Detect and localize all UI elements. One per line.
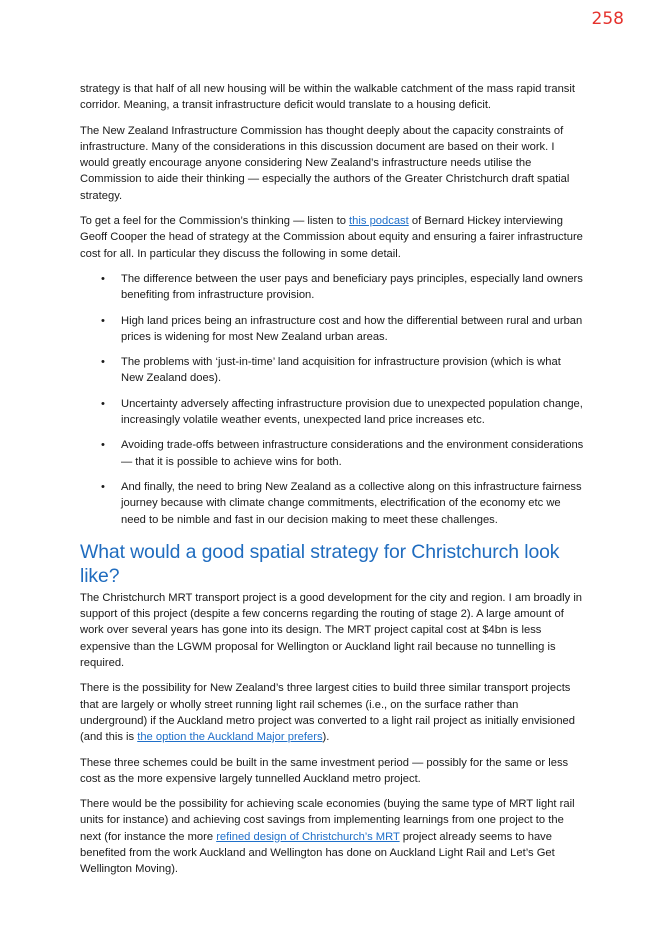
paragraph-text: The Christchurch MRT transport project is a good development for the city and region. I am broadly in support of this project (despite a few concerns regarding the routing of stage 2). A large amount of work over several years has gone into its design. The MRT project capital cost at $4bn is less expensive than the LGWM proposal for Wellington or Auckland light rail because no tunnelling is required. (80, 591, 583, 670)
list-item-text: High land prices being an infrastructure cost and how the differential between rural and urban prices is widening for most New Zealand urban areas. (121, 314, 583, 343)
list-item (80, 313, 586, 346)
list-item (80, 271, 586, 304)
paragraph-text: ). (322, 731, 330, 744)
hyperlink[interactable]: the option the Auckland Major prefers (137, 731, 323, 744)
bullet-icon: • (101, 272, 105, 285)
strategy-section (80, 590, 586, 878)
paragraph-text: To get a feel for the Commission’s thinking — listen to (80, 215, 350, 228)
paragraph (80, 680, 586, 745)
list-item-text: The problems with ‘just-in-time’ land acquisition for infrastructure provision (which is what New Zealand does). (121, 356, 561, 385)
paragraph-text: The New Zealand Infrastructure Commission has thought deeply about the capacity constraints of infrastructure. Many of the considerations in this discussion document are based on their work. I would greatly encourage anyone considering New Zealand’s infrastructure needs utilise the Commission to aide their thinking — especially the authors of the Greater Christchurch draft spatial strategy. (80, 124, 570, 202)
hyperlink[interactable]: refined design of Christchurch’s MRT (216, 830, 400, 843)
paragraph-text: There would be the possibility for achieving scale economies (buying the same type of MRT light rail units for instance) and achieving cost savings from implementing learnings from one project to the next (for instance the more (80, 798, 575, 843)
paragraph (80, 796, 586, 877)
list-item-text: Uncertainty adversely affecting infrastructure provision due to unexpected population change, increasingly volatile weather events, unexpected land price increases etc. (121, 397, 583, 427)
hyperlink[interactable]: this podcast (349, 215, 409, 228)
list-item-text: The difference between the user pays and beneficiary pays principles, especially land owners benefiting from infrastructure provision. (121, 272, 583, 302)
paragraph (80, 590, 586, 671)
bullet-icon: • (101, 397, 105, 410)
bullet-icon: • (101, 439, 105, 452)
list-item-text: Avoiding trade-offs between infrastructure considerations and the environment considerations — that it is possible to achieve wins for both. (121, 439, 584, 468)
paragraph (80, 81, 586, 114)
list-item (80, 479, 586, 528)
bullet-icon: • (101, 314, 105, 327)
list-item (80, 396, 586, 429)
bullet-icon: • (101, 356, 105, 369)
paragraph-text: project already seems to have benefited from the work Auckland and Wellington has done on Auckland Light Rail and Let’s Get Wellington Moving). (80, 830, 555, 876)
section-heading: What would a good spatial strategy for Christchurch look like? (80, 540, 560, 587)
document-body (80, 81, 586, 887)
paragraph-text: There is the possibility for New Zealand’s three largest cities to build three similar transport projects that are largely or wholly street running light rail schemes (i.e., on the surface rather than underground) if the Auckland metro project was converted to a light rail project as initially envisioned (and this is (80, 682, 576, 744)
bullet-icon: • (101, 480, 105, 493)
paragraph (80, 123, 586, 204)
paragraph (80, 755, 586, 788)
paragraph-text: strategy is that half of all new housing will be within the walkable catchment of the mass rapid transit corridor. Meaning, a transit infrastructure deficit would translate to a housing deficit. (80, 83, 575, 112)
list-item-text: And finally, the need to bring New Zealand as a collective along on this infrastructure fairness journey because with climate change commitments, electrification of the economy etc we need to be nimble and fast in our decision making to meet these challenges. (121, 480, 582, 526)
intro-section (80, 81, 586, 262)
paragraph (80, 213, 586, 262)
paragraph-text: These three schemes could be built in the same investment period — possibly for the same or less cost as the more expensive largely tunnelled Auckland metro project. (80, 756, 569, 785)
page-number: 258 (591, 9, 624, 29)
list-item (80, 354, 586, 387)
paragraph-text: of Bernard Hickey interviewing Geoff Cooper the head of strategy at the Commission about equity and ensuring a fairer infrastructure cost for all. In particular they discuss the following in some detail. (80, 215, 583, 260)
bullet-list (80, 271, 586, 528)
list-item (80, 437, 586, 470)
